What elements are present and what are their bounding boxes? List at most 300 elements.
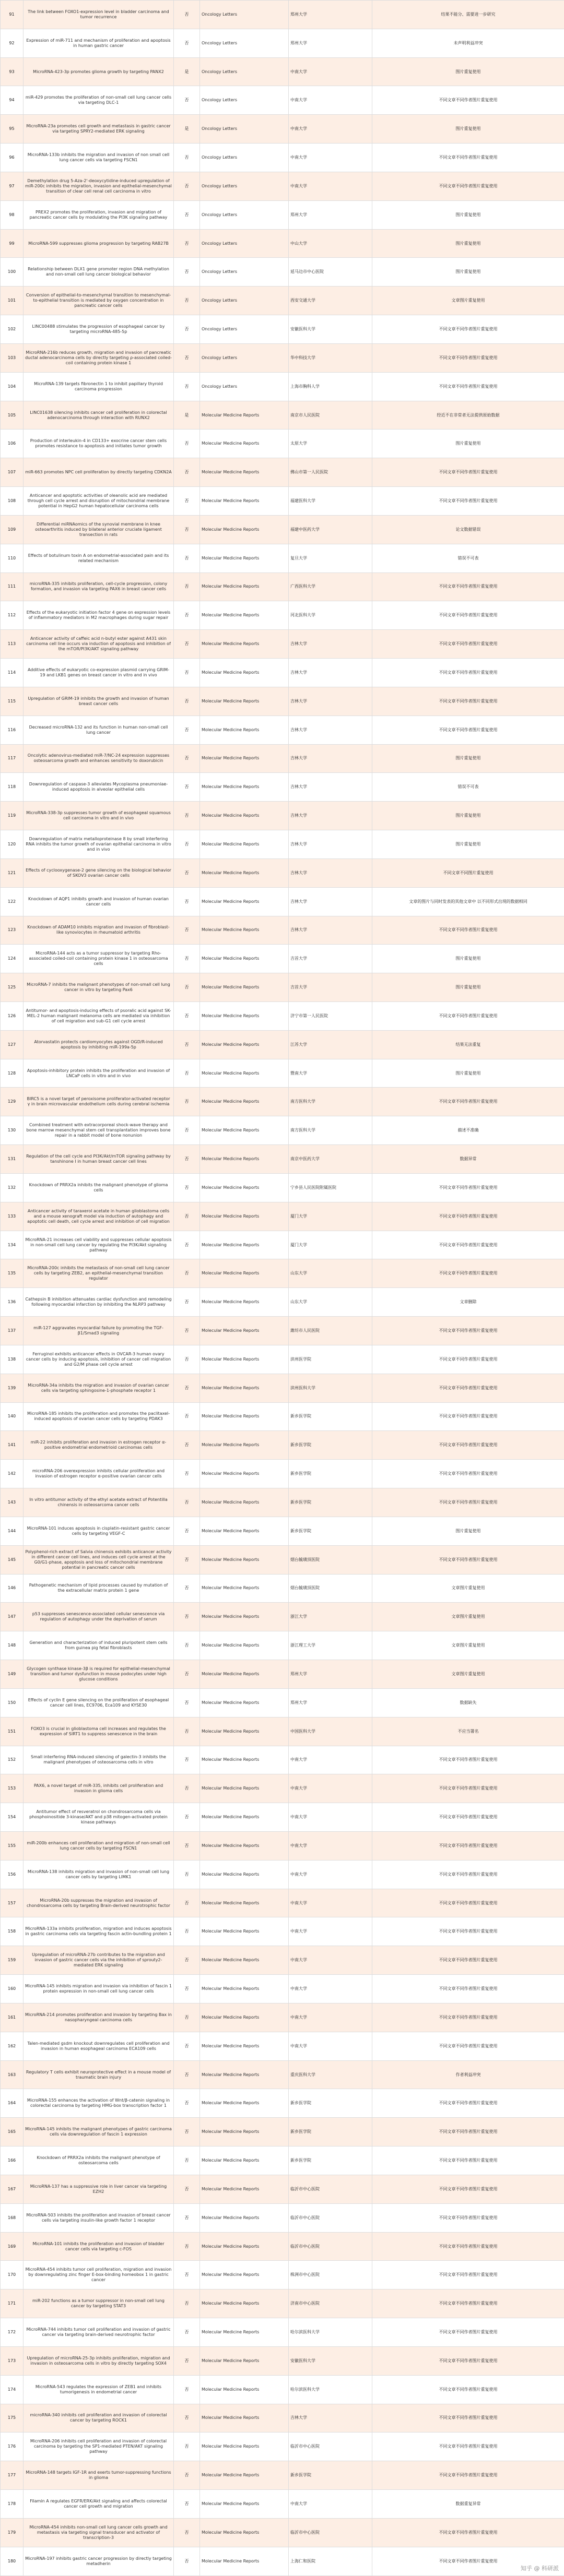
row-number: 150 — [1, 1688, 24, 1717]
affiliation: 浙江理工大学 — [289, 1631, 372, 1660]
affiliation: 吉首大学 — [289, 945, 372, 973]
affiliation: 哈尔滨医科大学 — [289, 2318, 372, 2347]
journal-name: Molecular Medicine Reports — [200, 973, 289, 1002]
retraction-reason: 不同文章不同作者图片重复使用 — [372, 1946, 564, 1975]
retraction-reason: 不同文章不同作者图片重复使用 — [372, 2146, 564, 2175]
affiliation: 新乡医学院 — [289, 1460, 372, 1488]
affiliation: 新乡医学院 — [289, 2146, 372, 2175]
affiliation: 中南大学 — [289, 1832, 372, 1861]
open-access-flag: 否 — [174, 1545, 200, 1574]
row-number: 137 — [1, 1317, 24, 1345]
row-number: 125 — [1, 973, 24, 1002]
row-number: 151 — [1, 1717, 24, 1746]
row-number: 176 — [1, 2432, 24, 2461]
retraction-reason: 不同文章不同作者图片重复使用 — [372, 1402, 564, 1431]
affiliation: 南方医科大学 — [289, 1116, 372, 1145]
table-row — [1, 2146, 564, 2175]
affiliation: 吉林大学 — [289, 830, 372, 859]
retraction-reason: 图片重复使用 — [372, 200, 564, 229]
row-number: 95 — [1, 115, 24, 144]
retraction-reason: 不同文章不同作者图片重复使用 — [372, 2175, 564, 2203]
journal-name: Molecular Medicine Reports — [200, 1946, 289, 1975]
table-row — [1, 1946, 564, 1975]
table-row — [1, 1717, 564, 1746]
open-access-flag: 否 — [174, 1946, 200, 1975]
table-row — [1, 1688, 564, 1717]
retraction-reason: 不同文章不同作者图片重复使用 — [372, 573, 564, 601]
table-row — [1, 1803, 564, 1832]
affiliation: 浙江大学 — [289, 1603, 372, 1631]
retraction-reason: 不同文章不同作者图片重复使用 — [372, 343, 564, 372]
journal-name: Molecular Medicine Reports — [200, 630, 289, 659]
journal-name: Molecular Medicine Reports — [200, 573, 289, 601]
row-number: 162 — [1, 2032, 24, 2060]
table-row — [1, 86, 564, 115]
open-access-flag: 否 — [174, 601, 200, 630]
affiliation: 中南大学 — [289, 1889, 372, 1917]
journal-name: Molecular Medicine Reports — [200, 1402, 289, 1431]
affiliation: 郑州大学 — [289, 1660, 372, 1689]
article-title: Anticancer and apoptotic activities of oleanolic acid are mediated through cell cycle arrest and disruption of mitochondrial membrane potential in HepG2 human hepatocellular carcinoma cells — [24, 487, 174, 516]
article-title: Upregulation of GRIM-19 inhibits the growth and invasion of human breast cancer cells — [24, 687, 174, 715]
affiliation: 吉首大学 — [289, 973, 372, 1002]
row-number: 141 — [1, 1431, 24, 1460]
retraction-reason: 不同文章不同作者图片重复使用 — [372, 315, 564, 344]
retraction-reason: 不同文章不同作者图片重复使用 — [372, 1001, 564, 1030]
open-access-flag: 否 — [174, 1088, 200, 1116]
open-access-flag: 否 — [174, 172, 200, 200]
open-access-flag: 否 — [174, 1488, 200, 1517]
retraction-reason: 不同文章不同作者图片重复使用 — [372, 2432, 564, 2461]
row-number: 118 — [1, 773, 24, 802]
table-row — [1, 973, 564, 1002]
table-row — [1, 1288, 564, 1317]
affiliation: 华中科技大学 — [289, 343, 372, 372]
row-number: 148 — [1, 1631, 24, 1660]
journal-name: Molecular Medicine Reports — [200, 687, 289, 715]
article-title: MicroRNA-144 acts as a tumor suppressor by targeting Rho-associated coiled-coil containing protein kinase 1 in osteosarcoma cells — [24, 945, 174, 973]
affiliation: 中南大学 — [289, 1803, 372, 1832]
article-title: MicroRNA-133b inhibits the migration and invasion of non small cell lung cancer cells via targeting FSCN1 — [24, 144, 174, 172]
row-number: 126 — [1, 1001, 24, 1030]
row-number: 166 — [1, 2146, 24, 2175]
affiliation: 吉林大学 — [289, 659, 372, 687]
article-title: MicroRNA-133a inhibits proliferation, migration and induces apoptosis in gastric carcinoma cells via targeting fascin actin-bundling protein 1 — [24, 1917, 174, 1946]
open-access-flag: 否 — [174, 29, 200, 57]
affiliation: 烟台毓璜顶医院 — [289, 1545, 372, 1574]
open-access-flag: 否 — [174, 1688, 200, 1717]
article-title: Cathepsin B inhibition attenuates cardiac dysfunction and remodeling following myocardial infarction by inhibiting the NLRP3 pathway — [24, 1288, 174, 1317]
journal-name: Molecular Medicine Reports — [200, 2404, 289, 2432]
journal-name: Molecular Medicine Reports — [200, 1317, 289, 1345]
table-row — [1, 1917, 564, 1946]
article-title: microRNA-335 inhibits proliferation, cell-cycle progression, colony formation, and invasion via targeting PAX6 in breast cancer cells — [24, 573, 174, 601]
table-row — [1, 2289, 564, 2318]
journal-name: Molecular Medicine Reports — [200, 544, 289, 573]
journal-name: Molecular Medicine Reports — [200, 1631, 289, 1660]
row-number: 120 — [1, 830, 24, 859]
open-access-flag: 否 — [174, 1717, 200, 1746]
row-number: 145 — [1, 1545, 24, 1574]
journal-name: Molecular Medicine Reports — [200, 1116, 289, 1145]
journal-name: Oncology Letters — [200, 172, 289, 200]
open-access-flag: 否 — [174, 945, 200, 973]
open-access-flag: 否 — [174, 1030, 200, 1059]
row-number: 139 — [1, 1374, 24, 1402]
retraction-reason: 不同文章不同作者图片重复使用 — [372, 687, 564, 715]
retraction-reason: 不同文章不同作者图片重复使用 — [372, 1173, 564, 1202]
article-title: Expression of miR-711 and mechanism of proliferation and apoptosis in human gastric cancer — [24, 29, 174, 57]
article-title: Downregulation of matrix metalloproteinase 8 by small interfering RNA inhibits the tumor growth of ovarian epithelial carcinoma in vitro and in vivo — [24, 830, 174, 859]
affiliation: 厦门大学 — [289, 1202, 372, 1231]
row-number: 94 — [1, 86, 24, 115]
table-row — [1, 2346, 564, 2375]
affiliation: 吉林大学 — [289, 858, 372, 887]
article-title: MicroRNA-744 inhibits tumor cell proliferation and invasion of gastric cancer via targeting brain-derived neurotrophic factor — [24, 2318, 174, 2347]
open-access-flag: 否 — [174, 1889, 200, 1917]
table-row — [1, 57, 564, 86]
article-title: Oncolytic adenovirus-mediated miR-7/NC-24 expression suppresses osteosarcoma growth and enhances sensitivity to doxorubicin — [24, 744, 174, 773]
journal-name: Molecular Medicine Reports — [200, 887, 289, 916]
open-access-flag: 否 — [174, 1059, 200, 1088]
table-row — [1, 2547, 564, 2575]
article-title: MicroRNA-23a promotes cell growth and metastasis in gastric cancer via targeting SPRY2-mediated ERK signaling — [24, 115, 174, 144]
affiliation: 吉林大学 — [289, 687, 372, 715]
retraction-reason: 不同文章不同作者图片重复使用 — [372, 659, 564, 687]
affiliation: 临沂市中心医院 — [289, 2203, 372, 2232]
affiliation: 济南市中心医院 — [289, 2289, 372, 2318]
article-title: MicroRNA-216b reduces growth, migration and invasion of pancreatic ductal adenocarcinoma cells by directly targeting ρ-associated coiled-coil containing protein kinase 1 — [24, 343, 174, 372]
row-number: 155 — [1, 1832, 24, 1861]
table-row — [1, 2118, 564, 2146]
retraction-reason: 不同文章不同作者图片重复使用 — [372, 1088, 564, 1116]
open-access-flag: 否 — [174, 916, 200, 945]
affiliation: 中南大学 — [289, 86, 372, 115]
retraction-reason: 图片重复使用 — [372, 1059, 564, 1088]
affiliation: 山东大学 — [289, 1259, 372, 1288]
retraction-reason: 不同文章不同作者图片重复使用 — [372, 1202, 564, 1231]
table-row — [1, 773, 564, 802]
retraction-reason: 图片重复使用 — [372, 229, 564, 258]
article-title: Apoptosis-inhibitory protein inhibits the proliferation and invasion of LNCaP cells in vitro and in vivo — [24, 1059, 174, 1088]
open-access-flag: 否 — [174, 1288, 200, 1317]
table-row — [1, 659, 564, 687]
row-number: 140 — [1, 1402, 24, 1431]
open-access-flag: 否 — [174, 2232, 200, 2261]
article-title: Anticancer activity of taraxerol acetate in human glioblastoma cells and a mouse xenograft model via induction of autophagy and apoptotic cell death, cell cycle arrest and inhibition of cell migration — [24, 1202, 174, 1231]
journal-name: Molecular Medicine Reports — [200, 2346, 289, 2375]
article-title: MicroRNA-101 induces apoptosis in cisplatin-resistant gastric cancer cells by targeting VEGF-C — [24, 1517, 174, 1545]
article-title: Atorvastatin protects cardiomyocytes against OGD/R-induced apoptosis by inhibiting miR-199a-5p — [24, 1030, 174, 1059]
article-title: Downregulation of caspase-3 alleviates Mycoplasma pneumoniae-induced apoptosis in alveolar epithelial cells — [24, 773, 174, 802]
affiliation: 中南大学 — [289, 1975, 372, 2003]
journal-name: Molecular Medicine Reports — [200, 1803, 289, 1832]
journal-name: Molecular Medicine Reports — [200, 601, 289, 630]
affiliation: 中国医科大学 — [289, 1717, 372, 1746]
open-access-flag: 否 — [174, 2203, 200, 2232]
article-title: Combined treatment with extracorporeal shock-wave therapy and bone marrow mesenchymal stem cell transplantation improves bone repair in a rabbit model of bone nonunion — [24, 1116, 174, 1145]
table-row — [1, 687, 564, 715]
row-number: 133 — [1, 1202, 24, 1231]
affiliation: 中南大学 — [289, 2490, 372, 2519]
article-title: microRNA-340 inhibits cell proliferation and invasion of colorectal cancer by targeting ROCK1 — [24, 2404, 174, 2432]
affiliation: 中南大学 — [289, 1946, 372, 1975]
open-access-flag: 否 — [174, 343, 200, 372]
table-row — [1, 1603, 564, 1631]
retraction-reason: 结果不能分、需要进一步研究 — [372, 1, 564, 29]
row-number: 122 — [1, 887, 24, 916]
article-title: miR-429 promotes the proliferation of non-small cell lung cancer cells via targeting DLC-1 — [24, 86, 174, 115]
journal-name: Molecular Medicine Reports — [200, 659, 289, 687]
journal-name: Oncology Letters — [200, 57, 289, 86]
row-number: 110 — [1, 544, 24, 573]
affiliation: 新乡医学院 — [289, 1488, 372, 1517]
article-title: MicroRNA-34a inhibits the migration and invasion of ovarian cancer cells via targeting sphingosine-1-phosphate receptor 1 — [24, 1374, 174, 1402]
table-row — [1, 315, 564, 344]
open-access-flag: 否 — [174, 744, 200, 773]
retraction-reason: 图片重复使用 — [372, 830, 564, 859]
row-number: 138 — [1, 1345, 24, 1374]
table-row — [1, 2175, 564, 2203]
open-access-flag: 否 — [174, 773, 200, 802]
article-title: MicroRNA-148 targets IGF-1R and exerts tumor-suppressing functions in glioma — [24, 2461, 174, 2490]
open-access-flag: 否 — [174, 1917, 200, 1946]
retraction-reason: 不同文章不同作者图片重复使用 — [372, 630, 564, 659]
table-row — [1, 2432, 564, 2461]
row-number: 159 — [1, 1946, 24, 1975]
table-row — [1, 1231, 564, 1259]
table-row — [1, 2003, 564, 2032]
journal-name: Molecular Medicine Reports — [200, 1688, 289, 1717]
retraction-reason: 不同文章不同作者图片重复使用 — [372, 144, 564, 172]
open-access-flag: 否 — [174, 2146, 200, 2175]
journal-name: Molecular Medicine Reports — [200, 515, 289, 544]
journal-name: Molecular Medicine Reports — [200, 1345, 289, 1374]
row-number: 99 — [1, 229, 24, 258]
journal-name: Oncology Letters — [200, 229, 289, 258]
affiliation: 潍坊市人民医院 — [289, 1317, 372, 1345]
journal-name: Molecular Medicine Reports — [200, 2232, 289, 2261]
affiliation: 中山大学 — [289, 229, 372, 258]
open-access-flag: 否 — [174, 630, 200, 659]
retraction-reason: 未声明利益冲突 — [372, 29, 564, 57]
table-row — [1, 2032, 564, 2060]
journal-name: Oncology Letters — [200, 1, 289, 29]
open-access-flag: 否 — [174, 2032, 200, 2060]
affiliation: 吉林大学 — [289, 916, 372, 945]
table-row — [1, 1488, 564, 1517]
table-row — [1, 2490, 564, 2519]
article-title: Regulatory T cells exhibit neuroprotective effect in a mouse model of traumatic brain injury — [24, 2060, 174, 2089]
journal-name: Molecular Medicine Reports — [200, 1889, 289, 1917]
row-number: 178 — [1, 2490, 24, 2519]
retraction-reason: 图片重复使用 — [372, 430, 564, 458]
open-access-flag: 否 — [174, 1345, 200, 1374]
table-row — [1, 2261, 564, 2289]
article-title: miR-663 promotes NPC cell proliferation by directly targeting CDKN2A — [24, 458, 174, 487]
journal-name: Molecular Medicine Reports — [200, 487, 289, 516]
table-row — [1, 630, 564, 659]
journal-name: Molecular Medicine Reports — [200, 1517, 289, 1545]
article-title: Effects of botulinum toxin A on endometrial-associated pain and its related mechanism — [24, 544, 174, 573]
affiliation: 郑州大学 — [289, 200, 372, 229]
affiliation: 太原大学 — [289, 430, 372, 458]
row-number: 107 — [1, 458, 24, 487]
open-access-flag: 否 — [174, 2089, 200, 2118]
table-row — [1, 2089, 564, 2118]
affiliation: 郑州大学 — [289, 1, 372, 29]
open-access-flag: 否 — [174, 1, 200, 29]
row-number: 171 — [1, 2289, 24, 2318]
row-number: 179 — [1, 2518, 24, 2547]
row-number: 170 — [1, 2261, 24, 2289]
table-row — [1, 144, 564, 172]
table-row — [1, 744, 564, 773]
open-access-flag: 否 — [174, 973, 200, 1002]
article-title: Effects of cyclooxygenase-2 gene silencing on the biological behavior of SKOV3 ovarian cancer cells — [24, 858, 174, 887]
retraction-reason: 不同文章不同作者图片重复使用 — [372, 1832, 564, 1861]
table-row — [1, 802, 564, 830]
retraction-reason: 不同文章不同作者图片重复使用 — [372, 172, 564, 200]
row-number: 103 — [1, 343, 24, 372]
open-access-flag: 否 — [174, 687, 200, 715]
open-access-flag: 否 — [174, 2003, 200, 2032]
affiliation: 济宁市第一人民医院 — [289, 1001, 372, 1030]
table-row — [1, 715, 564, 744]
affiliation: 中南大学 — [289, 172, 372, 200]
journal-name: Molecular Medicine Reports — [200, 2461, 289, 2490]
journal-name: Molecular Medicine Reports — [200, 2118, 289, 2146]
retraction-reason: 图片重复使用 — [372, 945, 564, 973]
affiliation: 佛山市第一人民医院 — [289, 458, 372, 487]
article-title: MicroRNA-185 inhibits the proliferation and promotes the paclitaxel-induced apoptosis of ovarian cancer cells by targeting PDAK3 — [24, 1402, 174, 1431]
article-title: BIRC5 is a novel target of peroxisome proliferator-activated receptor γ in brain microvascular endothelium cells during cerebral ischemia — [24, 1088, 174, 1116]
row-number: 101 — [1, 287, 24, 315]
row-number: 143 — [1, 1488, 24, 1517]
journal-name: Molecular Medicine Reports — [200, 1717, 289, 1746]
table-row — [1, 343, 564, 372]
journal-name: Oncology Letters — [200, 315, 289, 344]
retraction-reason: 不同文章不同作者图片重复使用 — [372, 2518, 564, 2547]
table-row — [1, 2518, 564, 2547]
affiliation: 新乡医学院 — [289, 2461, 372, 2490]
table-row — [1, 258, 564, 287]
affiliation: 滨州医科大学 — [289, 1374, 372, 1402]
open-access-flag: 否 — [174, 1832, 200, 1861]
open-access-flag: 否 — [174, 1431, 200, 1460]
article-title: Upregulation of microRNA-27b contributes to the migration and invasion of gastric cancer cells via the inhibition of sprouty2-mediated ERK signaling — [24, 1946, 174, 1975]
open-access-flag: 否 — [174, 1173, 200, 1202]
open-access-flag: 否 — [174, 715, 200, 744]
row-number: 168 — [1, 2203, 24, 2232]
table-row — [1, 1517, 564, 1545]
article-title: FOXO3 is crucial in glioblastoma cell increases and regulates the expression of SIRT1 to suppress senescence in the brain — [24, 1717, 174, 1746]
row-number: 158 — [1, 1917, 24, 1946]
article-title: Effects of the eukaryotic initiation factor 4 gene on expression levels of inflammatory mediators in M2 macrophages during sugar repair — [24, 601, 174, 630]
journal-name: Molecular Medicine Reports — [200, 1374, 289, 1402]
journal-name: Molecular Medicine Reports — [200, 1460, 289, 1488]
open-access-flag: 是 — [174, 115, 200, 144]
article-title: Regulation of the cell cycle and PI3K/Akt/mTOR signaling pathway by tanshinone I in human breast cancer cell lines — [24, 1145, 174, 1174]
affiliation: 西安交通大学 — [289, 287, 372, 315]
journal-name: Molecular Medicine Reports — [200, 1660, 289, 1689]
table-row — [1, 1317, 564, 1345]
retraction-reason: 不同文章不同作者图片重复使用 — [372, 1259, 564, 1288]
article-title: MicroRNA-145 inhibits migration and invasion via inhibition of fascin 1 protein expression in non-small cell lung cancer cells — [24, 1975, 174, 2003]
open-access-flag: 否 — [174, 659, 200, 687]
row-number: 104 — [1, 372, 24, 401]
retraction-reason: 图片重复使用 — [372, 802, 564, 830]
journal-name: Molecular Medicine Reports — [200, 1173, 289, 1202]
row-number: 136 — [1, 1288, 24, 1317]
open-access-flag: 否 — [174, 1202, 200, 1231]
row-number: 96 — [1, 144, 24, 172]
table-row — [1, 1030, 564, 1059]
table-row — [1, 515, 564, 544]
journal-name: Molecular Medicine Reports — [200, 2318, 289, 2347]
table-row — [1, 1, 564, 29]
table-row — [1, 1259, 564, 1288]
article-title: Knockdown of AQP1 inhibits growth and invasion of human ovarian cancer cells — [24, 887, 174, 916]
retraction-reason: 不同文章不同作者图片重复使用 — [372, 1460, 564, 1488]
open-access-flag: 否 — [174, 1116, 200, 1145]
open-access-flag: 否 — [174, 2175, 200, 2203]
row-number: 108 — [1, 487, 24, 516]
retraction-reason: 不同文章不同作者图片重复使用 — [372, 2203, 564, 2232]
journal-name: Oncology Letters — [200, 372, 289, 401]
article-title: Antitumor- and apoptosis-inducing effects of psoralic acid against SK-MEL-2 human malignant melanoma cells are mediated via inhibition of cell migration and sub-G1 cell cycle arrest — [24, 1001, 174, 1030]
article-title: Filamin A regulates EGFR/ERK/Akt signaling and affects colorectal cancer cell growth and migration — [24, 2490, 174, 2519]
open-access-flag: 否 — [174, 1001, 200, 1030]
retraction-reason: 作者利益冲突 — [372, 2060, 564, 2089]
row-number: 100 — [1, 258, 24, 287]
open-access-flag: 否 — [174, 1402, 200, 1431]
open-access-flag: 否 — [174, 887, 200, 916]
table-row — [1, 2203, 564, 2232]
affiliation: 南京中医药大学 — [289, 1145, 372, 1174]
row-number: 153 — [1, 1774, 24, 1803]
open-access-flag: 否 — [174, 2461, 200, 2490]
article-title: MicroRNA-20b suppresses the migration and invasion of chondrosarcoma cells by targeting Brain-derived neurotrophic factor — [24, 1889, 174, 1917]
journal-name: Molecular Medicine Reports — [200, 430, 289, 458]
open-access-flag: 否 — [174, 1374, 200, 1402]
retraction-reason: 图片重复使用 — [372, 973, 564, 1002]
retraction-reason: 错误不可表 — [372, 773, 564, 802]
row-number: 180 — [1, 2547, 24, 2575]
open-access-flag: 否 — [174, 372, 200, 401]
affiliation: 福建中医药大学 — [289, 515, 372, 544]
open-access-flag: 否 — [174, 2547, 200, 2575]
retraction-reason: 图片重复使用 — [372, 115, 564, 144]
affiliation: 郑州大学 — [289, 29, 372, 57]
row-number: 160 — [1, 1975, 24, 2003]
affiliation: 山东大学 — [289, 1288, 372, 1317]
open-access-flag: 否 — [174, 1975, 200, 2003]
journal-name: Molecular Medicine Reports — [200, 2432, 289, 2461]
retraction-reason: 不同文章不同作者图片重复使用 — [372, 1431, 564, 1460]
journal-name: Molecular Medicine Reports — [200, 2490, 289, 2519]
article-title: miR-200b enhances cell proliferation and migration of non-small cell lung cancer cells by targeting FSCN1 — [24, 1832, 174, 1861]
article-title: Relationship between DLX1 gene promoter region DNA methylation and non-small cell lung cancer biological behavior — [24, 258, 174, 287]
retraction-reason: 不同文章不同作者图片重复使用 — [372, 715, 564, 744]
journal-name: Molecular Medicine Reports — [200, 1832, 289, 1861]
retraction-reason: 图片重复使用 — [372, 1517, 564, 1545]
affiliation: 暨南大学 — [289, 1059, 372, 1088]
retraction-reason: 不同文章不同作者图片重复使用 — [372, 458, 564, 487]
retraction-reason: 结果无法重复 — [372, 1030, 564, 1059]
table-row — [1, 1202, 564, 1231]
affiliation: 上海市胸科人学 — [289, 372, 372, 401]
